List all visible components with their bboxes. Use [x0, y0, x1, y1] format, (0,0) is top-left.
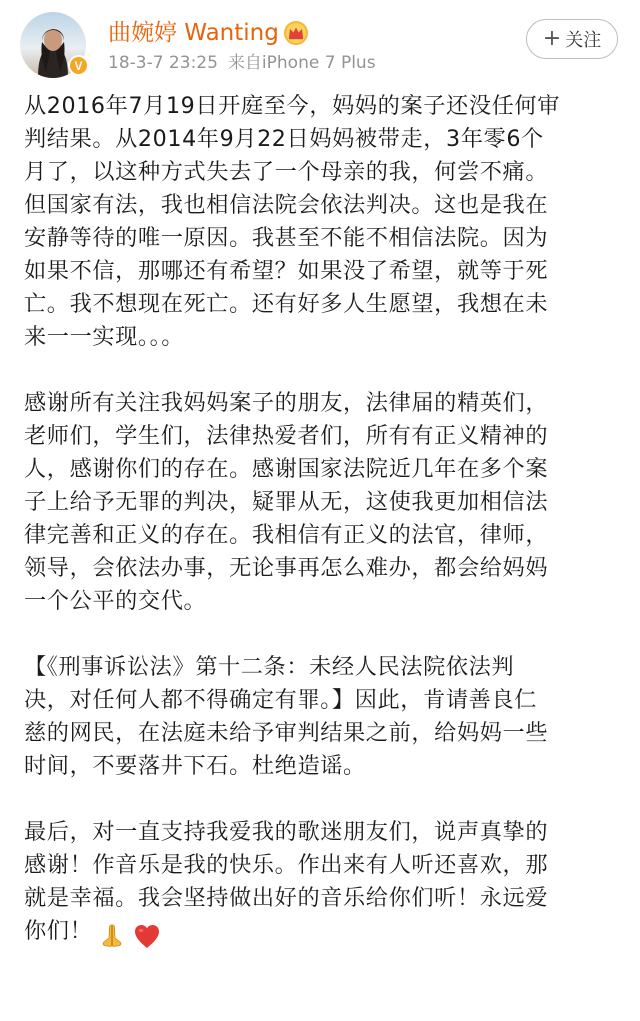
red-heart-icon [132, 922, 162, 950]
post-paragraph-1: 从2016年7月19日开庭至今，妈妈的案子还没任何审 判结果。从2014年9月22日妈妈被带走，3年零6个 月了，以这种方式失去了一个母亲的我，何尝不痛。 但国家有法，我也相信法院会依法判决。这也是我在 安静等待的唯一原因。我甚至不能不相信法院。因为 如果不信，那哪还有希望？如果没了希望，就等于死 亡。我不想现在死亡。还有好多人生愿望，我想在未 来一一实现。。。 [24, 93, 560, 350]
post-paragraph-2: 感谢所有关注我妈妈案子的朋友，法律届的精英们， 老师们，学生们，法律热爱者们，所有有正义精神的 人，感谢你们的存在。感谢国家法院近几年在多个案 子上给予无罪的判决，疑罪从无，这使我更加相信法 律完善和正义的存在。我相信有正义的法官，律师， 领导，会依法办事，无论事再怎么难办，都会给妈妈 一个公平的交代。 [24, 390, 549, 614]
follow-label: 关注 [565, 30, 602, 51]
svg-text:V: V [74, 59, 83, 73]
user-name-row [108, 16, 309, 50]
user-name[interactable]: 曲婉婷 Wanting [108, 20, 279, 46]
post-source: 来自iPhone 7 Plus [227, 53, 376, 73]
praying-hands-icon [98, 922, 126, 950]
post-meta [108, 52, 376, 74]
post-time: 18-3-7 23:25 [108, 53, 218, 73]
post-paragraph-4-text: 最后，对一直支持我爱我的歌迷朋友们，说声真挚的 感谢！作音乐是我的快乐。作出来有人听还喜欢，那 就是幸福。我会坚持做出好的音乐给你们听！永远爱 你们！ [24, 819, 549, 944]
emoji-row [98, 919, 162, 952]
plus-icon: + [542, 26, 562, 51]
post-paragraph-4 [24, 816, 620, 952]
crown-icon [283, 20, 309, 46]
post-header [0, 0, 640, 90]
verified-badge-icon [68, 55, 89, 76]
post-body [24, 90, 620, 952]
follow-button[interactable] [526, 19, 618, 59]
post-paragraph-3: 【《刑事诉讼法》第十二条：未经人民法院依法判 决，对任何人都不得确定有罪。】因此，肯请善良仁 慈的网民，在法庭未给予审判结果之前，给妈妈一些 时间，不要落井下石。杜绝造谣。 [24, 654, 549, 779]
